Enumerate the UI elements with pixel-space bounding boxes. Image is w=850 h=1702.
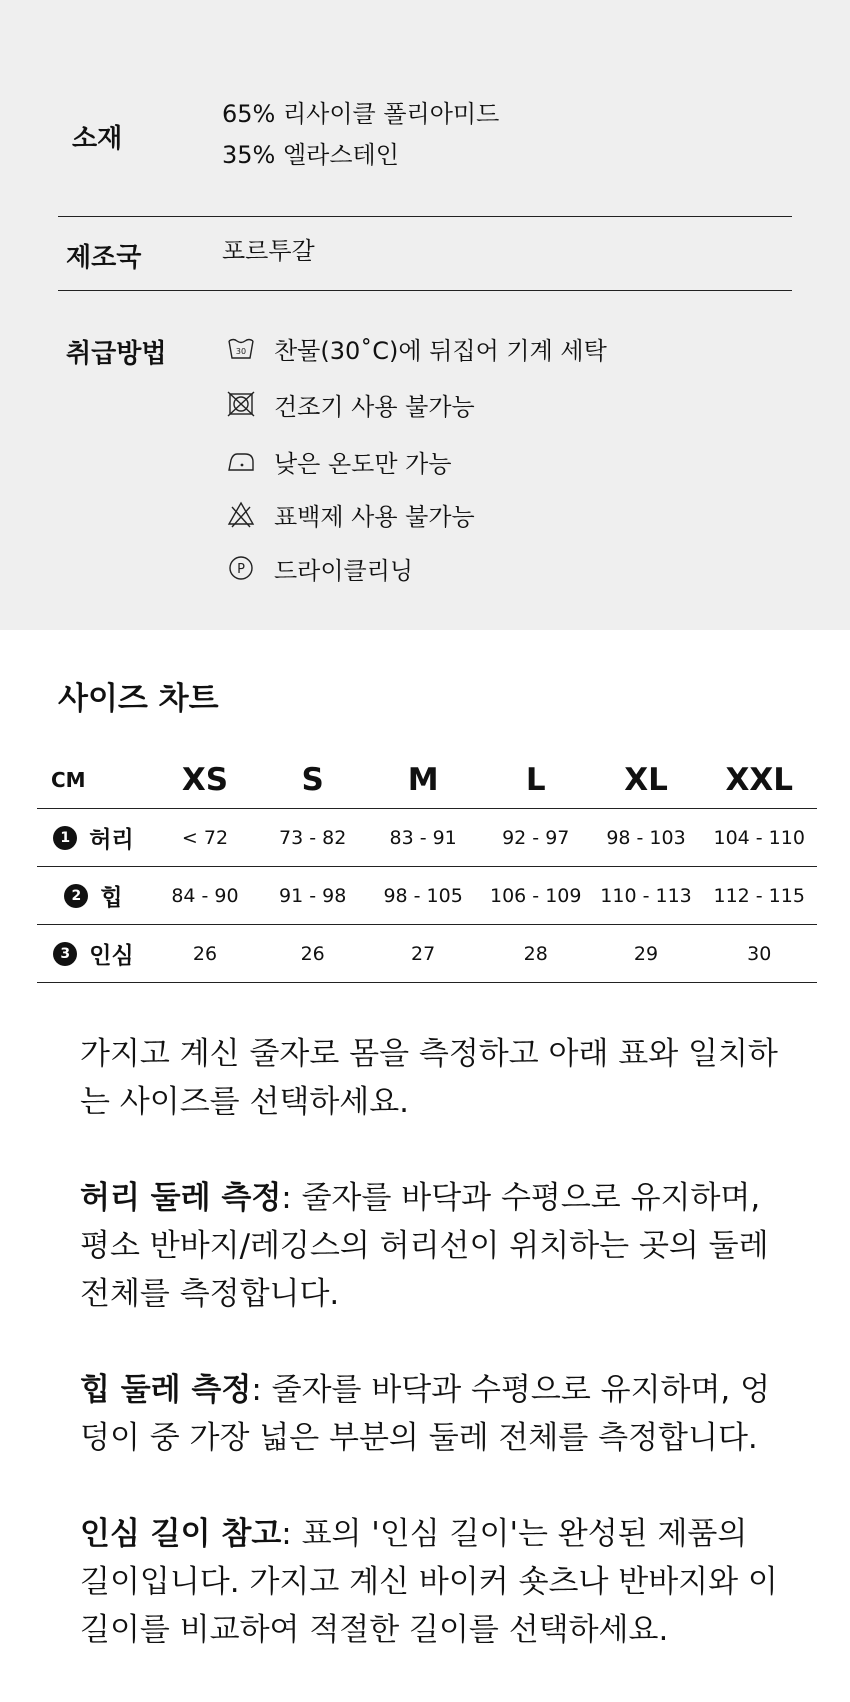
size-column-header: XXL [725, 762, 793, 798]
size-column-header: XS [181, 762, 229, 798]
guide-inseam-text: : 표의 '인심 길이'는 완성된 제품의 길이입니다. 가지고 계신 바이커 숏츠나 반바지와 이 길이를 비교하여 적절한 길이를 선택하세요. [80, 1516, 778, 1648]
care-item-text: 드라이클리닝 [274, 556, 414, 585]
guide-hip-text: : 줄자를 바닥과 수평으로 유지하며, 엉덩이 중 가장 넓은 부분의 둘레 전체를 측정합니다. [80, 1372, 771, 1456]
table-cell: 104 - 110 [701, 809, 817, 867]
material-line: 65% 리사이클 폴리아미드 [222, 100, 500, 128]
care-item [226, 384, 475, 424]
table-cell: 83 - 91 [365, 809, 481, 867]
care-item-text: 표백제 사용 불가능 [274, 502, 475, 531]
table-cell: 73 - 82 [260, 809, 365, 867]
size-column-header: L [525, 762, 546, 798]
row-number-badge: 2 [64, 884, 88, 908]
table-cell: 26 [260, 925, 365, 983]
care-item [226, 441, 452, 481]
no-bleach-icon [226, 499, 256, 529]
material-line: 35% 엘라스테인 [222, 141, 399, 169]
row-number-badge: 3 [53, 942, 77, 966]
dry-clean-p-icon [226, 553, 256, 583]
guide-intro: 가지고 계신 줄자로 몸을 측정하고 아래 표와 일치하는 사이즈를 선택하세요. [80, 1036, 778, 1120]
table-cell: 84 - 90 [150, 867, 260, 925]
measurement-guide [80, 1030, 780, 1702]
guide-waist-text: : 줄자를 바닥과 수평으로 유지하며, 평소 반바지/레깅스의 허리선이 위치하는 곳의 둘레 전체를 측정합니다. [80, 1180, 769, 1312]
table-cell: 28 [481, 925, 591, 983]
table-row [37, 809, 817, 867]
table-cell: 91 - 98 [260, 867, 365, 925]
row-header [37, 925, 150, 983]
care-item [226, 494, 475, 534]
care-item-text: 낮은 온도만 가능 [274, 449, 452, 478]
iron-low-icon [226, 446, 256, 476]
size-chart-table [37, 752, 817, 983]
divider [58, 216, 792, 217]
table-cell: 106 - 109 [481, 867, 591, 925]
table-cell: 29 [591, 925, 702, 983]
care-item-text: 찬물(30˚C)에 뒤집어 기계 세탁 [274, 336, 607, 365]
table-cell: < 72 [150, 809, 260, 867]
table-cell: 98 - 105 [365, 867, 481, 925]
dry-clean-letter: P [237, 562, 245, 577]
row-label: 인심 [89, 943, 134, 969]
table-cell: 112 - 115 [701, 867, 817, 925]
size-column-header: S [301, 762, 324, 798]
size-header-row [37, 752, 817, 809]
guide-inseam [80, 1510, 780, 1654]
table-cell: 26 [150, 925, 260, 983]
product-info-panel [0, 0, 850, 630]
table-cell: 92 - 97 [481, 809, 591, 867]
row-header [37, 867, 150, 925]
material-label: 소재 [72, 124, 123, 154]
care-item [226, 548, 413, 588]
divider [58, 290, 792, 291]
size-column-header: XL [624, 762, 668, 798]
size-chart-title: 사이즈 차트 [58, 681, 219, 717]
table-cell: 27 [365, 925, 481, 983]
row-header [37, 809, 150, 867]
table-cell: 98 - 103 [591, 809, 702, 867]
care-item [226, 328, 607, 368]
guide-waist-title: 허리 둘레 측정 [80, 1180, 282, 1216]
guide-hip-title: 힙 둘레 측정 [80, 1372, 252, 1408]
unit-label: CM [51, 768, 86, 792]
care-label: 취급방법 [66, 339, 167, 369]
table-cell: 30 [701, 925, 817, 983]
guide-hip [80, 1366, 780, 1462]
row-label: 허리 [89, 827, 134, 853]
guide-waist [80, 1174, 780, 1318]
table-cell: 110 - 113 [591, 867, 702, 925]
wash-30-icon [226, 333, 256, 363]
table-row [37, 867, 817, 925]
origin-value: 포르투갈 [222, 237, 315, 265]
no-tumble-dry-icon [226, 389, 256, 419]
table-row [37, 925, 817, 983]
row-label: 힙 [100, 885, 123, 911]
guide-inseam-title: 인심 길이 참고 [80, 1516, 282, 1552]
wash-temp-label: 30 [235, 347, 247, 356]
origin-label: 제조국 [66, 243, 142, 273]
care-item-text: 건조기 사용 불가능 [274, 392, 475, 421]
size-column-header: M [407, 762, 439, 798]
material-value [222, 94, 499, 176]
row-number-badge: 1 [53, 826, 77, 850]
